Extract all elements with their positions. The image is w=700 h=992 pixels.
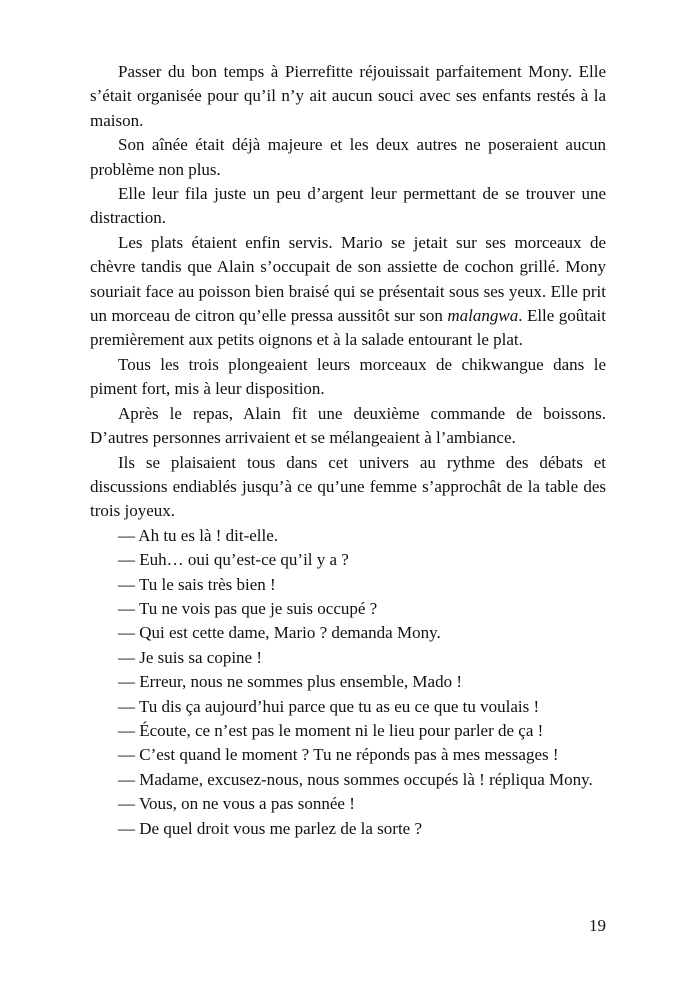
paragraph: Elle leur fila juste un peu d’argent leur permettant de se trouver une distraction. [90, 184, 606, 228]
dialogue-line: — Qui est cette dame, Mario ? demanda Mony. [118, 623, 441, 643]
paragraph: Passer du bon temps à Pierrefitte réjouissait parfaitement Mony. Elle s’était organisée pour qu’il n’y ait aucun souci avec ses enfants restés à la maison. [90, 62, 606, 130]
dialogue-line: — De quel droit vous me parlez de la sorte ? [118, 818, 423, 838]
paragraph-text: Les plats étaient enfin servis. Mario se jetait sur ses morceaux de chèvre tandis que Alain s’occupait de son assiette de cochon grillé. Mony souriait face au poisson bien braisé qui se présentait sous ses yeux. Elle prit un morceau de citron qu’elle pressa aussitôt sur son [90, 232, 606, 326]
dialogue-line: — Erreur, nous ne sommes plus ensemble, Mado ! [118, 672, 462, 692]
paragraph [90, 231, 606, 353]
italic-word: malangwa [447, 306, 519, 326]
dialogue-line: — Euh… oui qu’est-ce qu’il y a ? [118, 550, 349, 570]
dialogue-line: — Vous, on ne vous a pas sonnée ! [118, 794, 355, 814]
dialogue-line: — Ah tu es là ! dit-elle. [118, 525, 279, 545]
paragraph: Tous les trois plongeaient leurs morceaux de chikwangue dans le piment fort, mis à leur disposition. [90, 354, 606, 399]
dialogue-line: — Tu dis ça aujourd’hui parce que tu as eu ce que tu voulais ! [118, 696, 540, 716]
dialogue-line: — Tu ne vois pas que je suis occupé ? [118, 598, 378, 618]
dialogue-line: — Madame, excusez-nous, nous sommes occupés là ! répliqua Mony. [118, 769, 593, 789]
page-number: 19 [589, 916, 606, 935]
paragraph-text: . Elle goûtait premièrement aux petits oignons et à la salade entourant le plat. [90, 306, 606, 350]
dialogue-line: — C’est quand le moment ? Tu ne réponds pas à mes messages ! [118, 745, 559, 765]
paragraph: Après le repas, Alain fit une deuxième commande de boissons. D’autres personnes arrivaient et se mélangeaient à l’ambiance. [90, 403, 606, 448]
dialogue-line: — Tu le sais très bien ! [118, 574, 276, 594]
dialogue-line: — Écoute, ce n’est pas le moment ni le lieu pour parler de ça ! [118, 720, 544, 740]
dialogue-line: — Je suis sa copine ! [118, 647, 263, 667]
paragraph: Son aînée était déjà majeure et les deux autres ne poseraient aucun problème non plus. [90, 135, 606, 179]
page-body [90, 60, 606, 841]
paragraph: Ils se plaisaient tous dans cet univers au rythme des débats et discussions endiablés jusqu’à ce qu’une femme s’approchât de la table des trois joyeux. [90, 452, 606, 521]
